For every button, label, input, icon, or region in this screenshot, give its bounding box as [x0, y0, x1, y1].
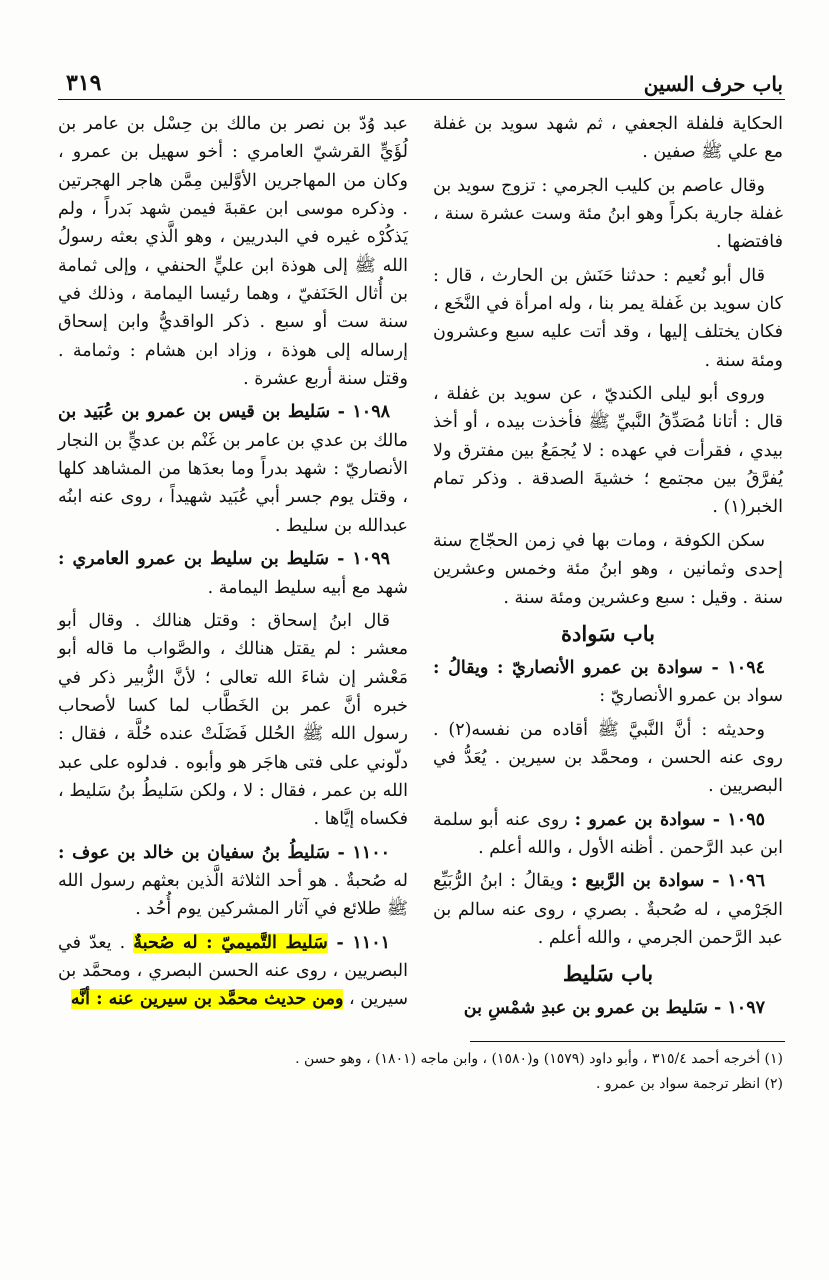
biography-entry [58, 545, 408, 602]
running-title: باب حرف السين [643, 72, 783, 96]
paragraph: قال أبو نُعيم : حدثنا حَنَش بن الحارث ، قال : كان سويد بن غَفلة يمر بنا ، وله امرأة في النَّخَع ، فكان يختلف إليها ، وقد أتت عليه سبع وعشرون ومئة سنة . [433, 265, 783, 371]
paragraph: عبد وُدّ بن نصر بن مالك بن حِسْل بن عامر بن لُؤَيٍّ القرشيّ العامري : أخو سهيل بن عمرو ، وكان من المهاجرين الأوَّلين مِمَّن هاجر الهجرتين . وذكره موسى ابن عقبةَ فيمن شهد بَدراً ، ولم يَذكُرْه غيره في البدريين ، وهو الَّذي بعثه رسولُ الله ﷺ إلى هوذة ابن عليٍّ الحنفي ، وإلى ثمامة بن أُثال الحَنَفيّ ، وهما رئيسا اليمامة ، وذلك في سنة ست أو سبع . ذكر الواقديُّ وابن إسحاق إرساله إلى هوذة ، وزاد ابن هشام : وثمامة . وقتل سنة أربع عشرة . [58, 114, 408, 390]
paragraph: وحديثه : أنَّ النَّبيَّ ﷺ أقاده من نفسه(٢) . روى عنه الحسن ، ومحمَّد بن سيرين . يُعَدُّ في البصريين . [433, 719, 783, 797]
biography-entry [433, 806, 783, 863]
biography-entry [433, 994, 783, 1022]
header-rule [58, 99, 785, 100]
page-header [66, 62, 783, 96]
entry-heading: ١٠٩٩ - سَليط بن سليط بن عمرو العامري : [58, 549, 390, 570]
biography-entry [58, 839, 408, 924]
entry-heading: ١٠٩٨ - سَليط بن قيس بن عمرو بن عُبَيد بن [58, 402, 390, 423]
entry-heading: ١١٠٠ - سَليطُ بنُ سفيان بن خالد بن عوف : [58, 842, 390, 863]
highlighted-heading: سَليط التَّميميّ : له صُحبةٌ [133, 932, 328, 953]
footnote: (٢) انظر ترجمة سواد بن عمرو . [595, 1075, 783, 1092]
entry-text: شهد مع أبيه سليط اليمامة . [207, 577, 408, 598]
paragraph: وقال عاصم بن كليب الجرمي : تزوج سويد بن غفلة جارية بكراً وهو ابنُ مئة وست عشرة سنة ، فافتضها . [433, 175, 783, 253]
section-heading: باب سَوادة [561, 620, 655, 646]
entry-text: . يعدّ في البصريين ، روى عنه الحسن البصري ، ومحمَّد بن سيرين ، [58, 932, 408, 1010]
highlighted-text: ومن حديث محمَّد بن سيرين عنه : أنَّه [70, 989, 344, 1010]
entry-heading: ١٠٩٥ - سوادة بن عمرو : [574, 809, 766, 830]
footnotes [63, 1047, 783, 1096]
entry-text: روى عنه أبو سلمة ابن عبد الرَّحمن . أظنه الأول ، والله أعلم . [433, 809, 783, 858]
footnote: (١) أخرجه أحمد ٣١٥/٤ ، وأبو داود (١٥٧٩) و(١٥٨٠) ، وابن ماجه (١٨٠١) ، وهو حسن . [295, 1051, 783, 1067]
biography-entry [433, 867, 783, 952]
footnote-rule [470, 1041, 785, 1042]
paragraph: وروى أبو ليلى الكنديّ ، عن سويد بن غفلة ، قال : أتانا مُصَدِّقُ النَّبيِّ ﷺ فأخذت بيده ، أو أخذ بيدي ، فقرأت في عهده : لا يُجمَعُ بين مفترق ولا يُفرَّقُ بين مجتمع ؛ خشيةَ الصدقة . وذكر تمام الخبر(١) . [433, 384, 783, 518]
paragraph: سكن الكوفة ، ومات بها في زمن الحجّاج سنة إحدى وثمانين ، وهو ابنُ مئة وخمس وعشرين سنة . وقيل : سبع وعشرين ومئة سنة . [433, 530, 783, 608]
biography-entry [58, 929, 408, 1014]
section-heading: باب سَليط [562, 961, 654, 987]
biography-entry [433, 654, 783, 711]
entry-number: ١١٠١ - [327, 932, 390, 953]
entry-text: سواد بن عمرو الأنصاريّ : [599, 686, 783, 707]
entry-heading: ١٠٩٦ - سوادة بن الرَّبيع : [571, 871, 765, 892]
entry-heading: ١٠٩٧ - سَليط بن عمرو بن عبدِ شمْسِ بن [463, 998, 765, 1019]
biography-entry [58, 398, 408, 540]
entry-text: له صُحبةٌ . هو أحد الثلاثة الَّذين بعثهم رسول الله ﷺ طلائع في آثار المشركين يوم أُحُد . [58, 870, 408, 920]
paragraph: الحكاية فلفلة الجعفي ، ثم شهد سويد بن غفلة مع علي ﷺ صفين . [433, 114, 783, 163]
right-column [433, 110, 783, 1028]
page-number: ٣١٩ [66, 70, 102, 96]
entry-heading: ١٠٩٤ - سوادة بن عمرو الأنصاريّ : ويقالُ : [433, 657, 765, 678]
entry-text: مالك بن عدي بن عامر بن غَنْم بن عديٍّ بن النجار الأنصاريّ : شهد بدراً وما بعدَها من المشاهد كلها ، وقتل يوم جسر أبي عُبَيد شهيداً ، روى عنه ابنُه عبدالله بن سليط . [58, 430, 408, 536]
paragraph: قال ابنُ إسحاق : وقتل هنالك . وقال أبو معشر : لم يقتل هنالك ، والصَّواب ما قاله أبو مَعْشر إن شاءَ الله تعالى ؛ لأنَّ الزُّبير ذكر في خبره أنَّ عمر بن الخَطَّاب لما كسا لأصحاب رسول الله ﷺ الحُلل فَضَلَتْ عنده حُلَّة ، فقال : دلّوني على فتى هاجَر هو وأبوه . فدلوه على عبد الله بن عمر ، فقال : لا ، ولكن سَليطُ بنُ سَليط ، فكساه إيَّاها . [58, 610, 408, 830]
entry-text: ويقالُ : ابنُ الرُّبَيِّع الجَرْمي ، له صُحبةٌ . بصري ، روى عنه سالم بن عبد الرَّحمن الجرمي ، والله أعلم . [433, 871, 783, 948]
left-column [58, 110, 408, 1019]
